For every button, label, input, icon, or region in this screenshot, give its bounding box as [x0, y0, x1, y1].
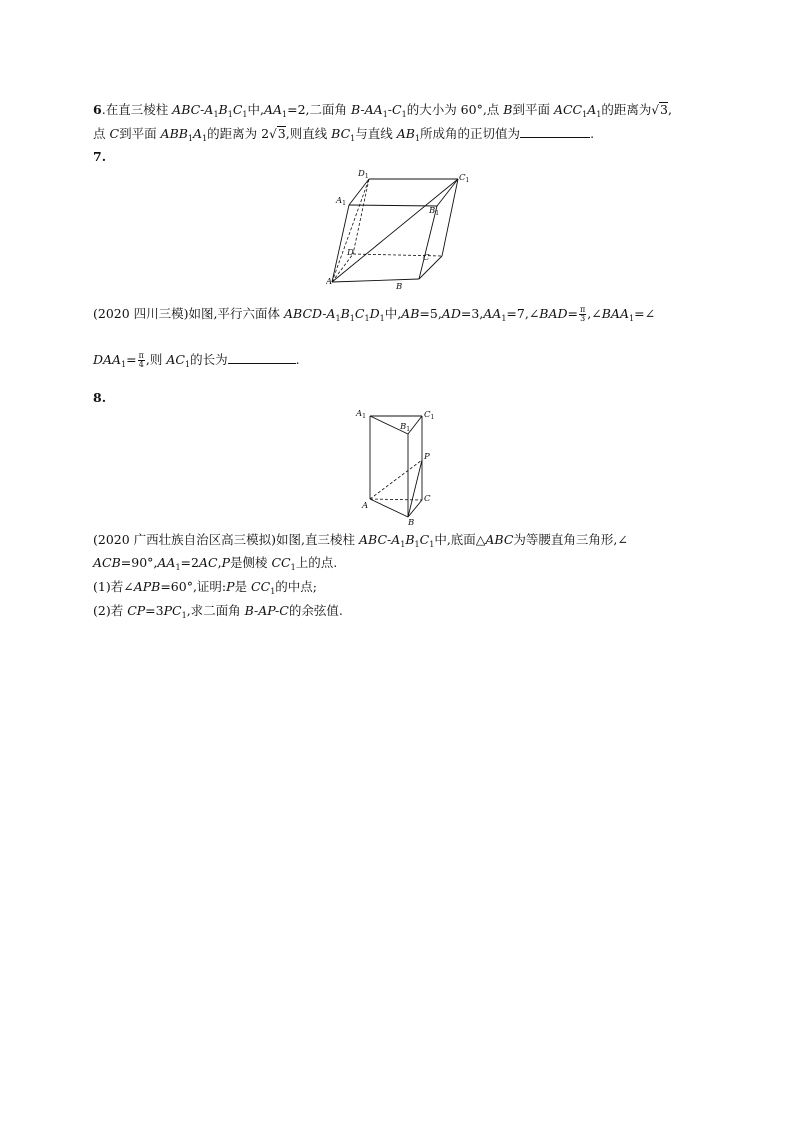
q6-line-1: 6.在直三棱柱 ABC-$A_1B_1C_1$中$,AA_1=2$,二面角 $B-AA_1-C_1$的大小为 60°,点 B到平面 $ACC_1A_1$的距离为√3,	[93, 102, 672, 119]
answer-blank-q6	[520, 127, 590, 138]
q8-number-line	[93, 390, 106, 406]
q8-figure-triangular-prism	[354, 404, 444, 528]
fraction-pi-4: $\frac{\pi}{4}$	[138, 351, 144, 369]
answer-blank-q7	[228, 353, 296, 364]
label-C1: $C_1$	[424, 410, 435, 421]
q7-line-2: $DAA_1=$ $\frac{\pi}{4}$ ,则 $AC_1$的长为 .	[93, 351, 300, 369]
label-C: C	[423, 253, 430, 263]
q8-part-1: (1)若∠APB=60°,证明:P是 $CC_1$的中点;	[93, 579, 317, 596]
q7-figure-parallelepiped	[326, 166, 476, 292]
label-P: P	[424, 452, 430, 462]
label-A: A	[326, 277, 333, 287]
label-B1: $B_1$	[429, 206, 440, 217]
label-B: B	[396, 282, 403, 292]
q8-line-1: (2020 广西壮族自治区高三模拟)如图,直三棱柱 ABC-$A_1B_1C_1$中,底面△ABC为等腰直角三角形,∠	[93, 532, 628, 549]
q7-number: 7.	[93, 149, 107, 164]
q7-number-line	[93, 149, 106, 165]
label-C: C	[424, 494, 431, 504]
label-D: D	[347, 248, 354, 258]
q6-number: 6	[93, 102, 102, 117]
label-B: B	[408, 518, 415, 528]
q7-line-1: (2020 四川三模)如图,平行六面体 ABCD-$A_1B_1C_1D_1$中$,AB=5,AD=3,AA_1=7,\angle BAD=$ $\frac{\pi}{3}$ $,\angle BAA_1=\angle$	[93, 305, 656, 323]
sqrt-3: 3	[659, 102, 668, 117]
fraction-pi-3: $\frac{\pi}{3}$	[580, 305, 586, 323]
label-D1: $D_1$	[358, 169, 369, 180]
label-C1: $C_1$	[459, 173, 470, 184]
label-A1: $A_1$	[336, 196, 346, 207]
label-B1: $B_1$	[400, 422, 411, 433]
q6-line-2: 点 C到平面 $ABB_1A_1$的距离为 2√3,则直线 $BC_1$与直线 $AB_1$所成角的正切值为 .	[93, 126, 595, 143]
q8-line-2: $ACB=90^\circ,AA_1=2AC,P$是侧棱 $CC_1$上的点.	[93, 555, 338, 572]
label-A: A	[362, 501, 369, 511]
label-A1: $A_1$	[356, 409, 366, 420]
q8-part-2: (2)若 $CP=3PC_1$,求二面角 B-AP-C的余弦值.	[93, 603, 343, 620]
q8-number: 8.	[93, 390, 107, 405]
